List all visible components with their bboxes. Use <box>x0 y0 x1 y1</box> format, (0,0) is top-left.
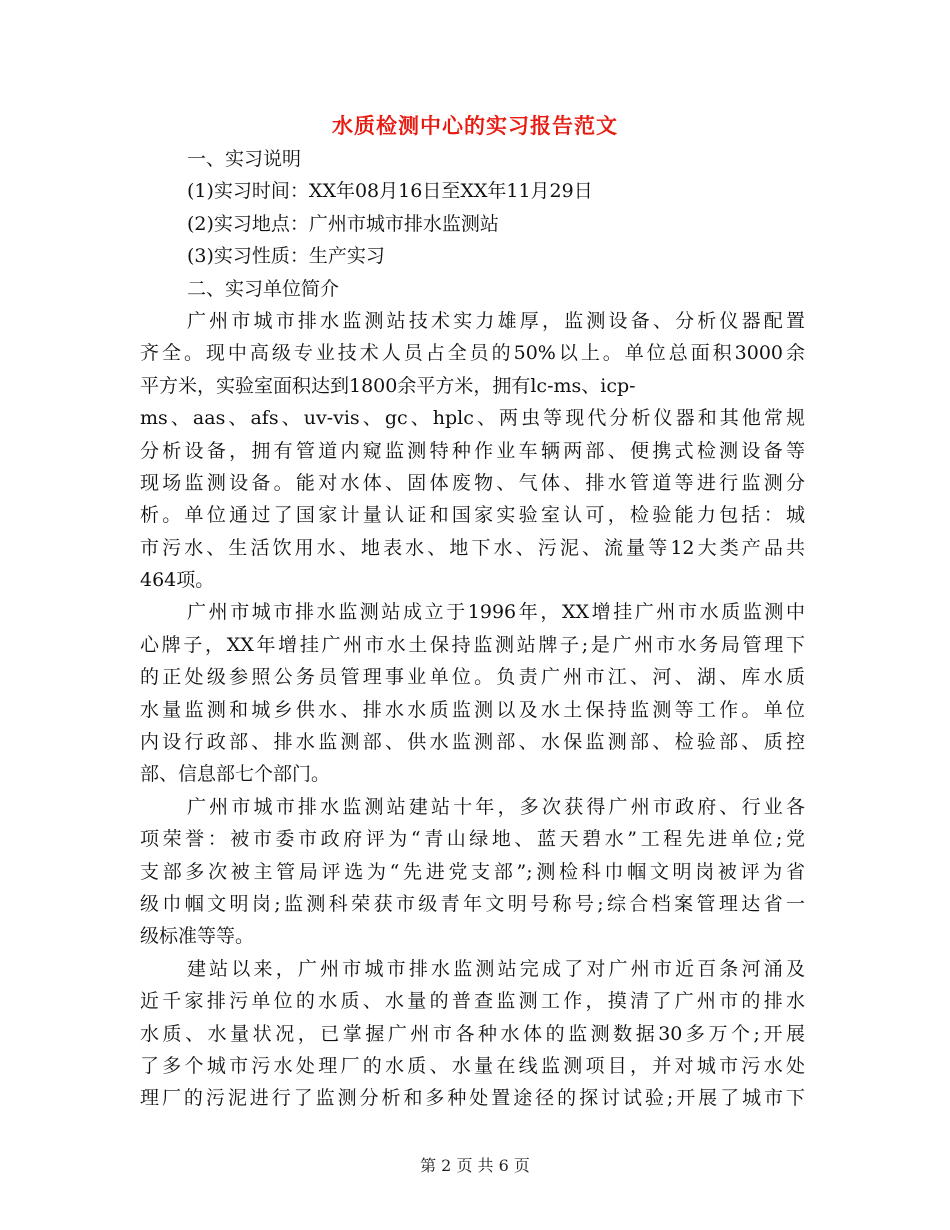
text-line: 市污水、生活饮用水、地表水、地下水、污泥、流量等12大类产品共 <box>140 536 805 559</box>
text-line: 支部多次被主管局评选为“先进党支部”;测检科巾帼文明岗被评为省 <box>140 860 805 883</box>
section-heading: 二、实习单位简介 <box>187 277 340 300</box>
text-line: 部、信息部七个部门。 <box>140 763 331 786</box>
text-line: 464项。 <box>140 569 215 592</box>
text-line: 广州市城市排水监测站技术实力雄厚，监测设备、分析仪器配置 <box>187 309 805 332</box>
text-line: 齐全。现中高级专业技术人员占全员的50%以上。单位总面积3000余 <box>140 342 805 365</box>
section-heading: 一、实习说明 <box>187 148 302 170</box>
text-line: 水质、水量状况，已掌握广州市各种水体的监测数据30多万个;开展 <box>140 1022 805 1045</box>
text-line: 级标准等等。 <box>140 925 255 948</box>
text-line: 了多个城市污水处理厂的水质、水量在线监测项目，并对城市污水处 <box>140 1054 805 1077</box>
text-line: 平方米，实验室面积达到1800余平方米，拥有lc-ms、icp- <box>140 374 636 397</box>
text-line: 析。单位通过了国家计量认证和国家实验室认可，检验能力包括：城 <box>140 504 805 527</box>
text-line: 理厂的污泥进行了监测分析和多种处置途径的探讨试验;开展了城市下 <box>140 1087 805 1110</box>
text-line: 水量监测和城乡供水、排水水质监测以及水土保持监测等工作。单位 <box>140 698 805 721</box>
document-title: 水质检测中心的实习报告范文 <box>332 114 618 138</box>
text-line: (1)实习时间：XX年08月16日至XX年11月29日 <box>187 180 593 203</box>
text-line: ms、aas、afs、uv-vis、gc、hplc、两虫等现代分析仪器和其他常规 <box>140 407 805 430</box>
text-line: 广州市城市排水监测站建站十年，多次获得广州市政府、行业各 <box>187 795 805 818</box>
text-line: 心牌子，XX年增挂广州市水土保持监测站牌子;是广州市水务局管理下 <box>140 633 805 656</box>
text-line: (3)实习性质：生产实习 <box>187 245 385 268</box>
text-line: 项荣誉：被市委市政府评为“青山绿地、蓝天碧水”工程先进单位;党 <box>140 828 805 851</box>
text-line: 的正处级参照公务员管理事业单位。负责广州市江、河、湖、库水质 <box>140 666 805 689</box>
text-line: 近千家排污单位的水质、水量的普查监测工作，摸清了广州市的排水 <box>140 990 805 1013</box>
text-line: (2)实习地点：广州市城市排水监测站 <box>187 212 499 235</box>
document-body <box>140 143 805 1115</box>
text-line: 建站以来，广州市城市排水监测站完成了对广州市近百条河涌及 <box>187 957 805 980</box>
text-line: 分析设备，拥有管道内窥监测特种作业车辆两部、便携式检测设备等 <box>140 439 805 462</box>
text-line: 级巾帼文明岗;监测科荣获市级青年文明号称号;综合档案管理达省一 <box>140 892 805 915</box>
page-number: 第 2 页 共 6 页 <box>420 1156 530 1175</box>
text-line: 广州市城市排水监测站成立于1996年，XX增挂广州市水质监测中 <box>187 601 805 624</box>
text-line: 内设行政部、排水监测部、供水监测部、水保监测部、检验部、质控 <box>140 731 805 754</box>
text-line: 现场监测设备。能对水体、固体废物、气体、排水管道等进行监测分 <box>140 471 805 494</box>
